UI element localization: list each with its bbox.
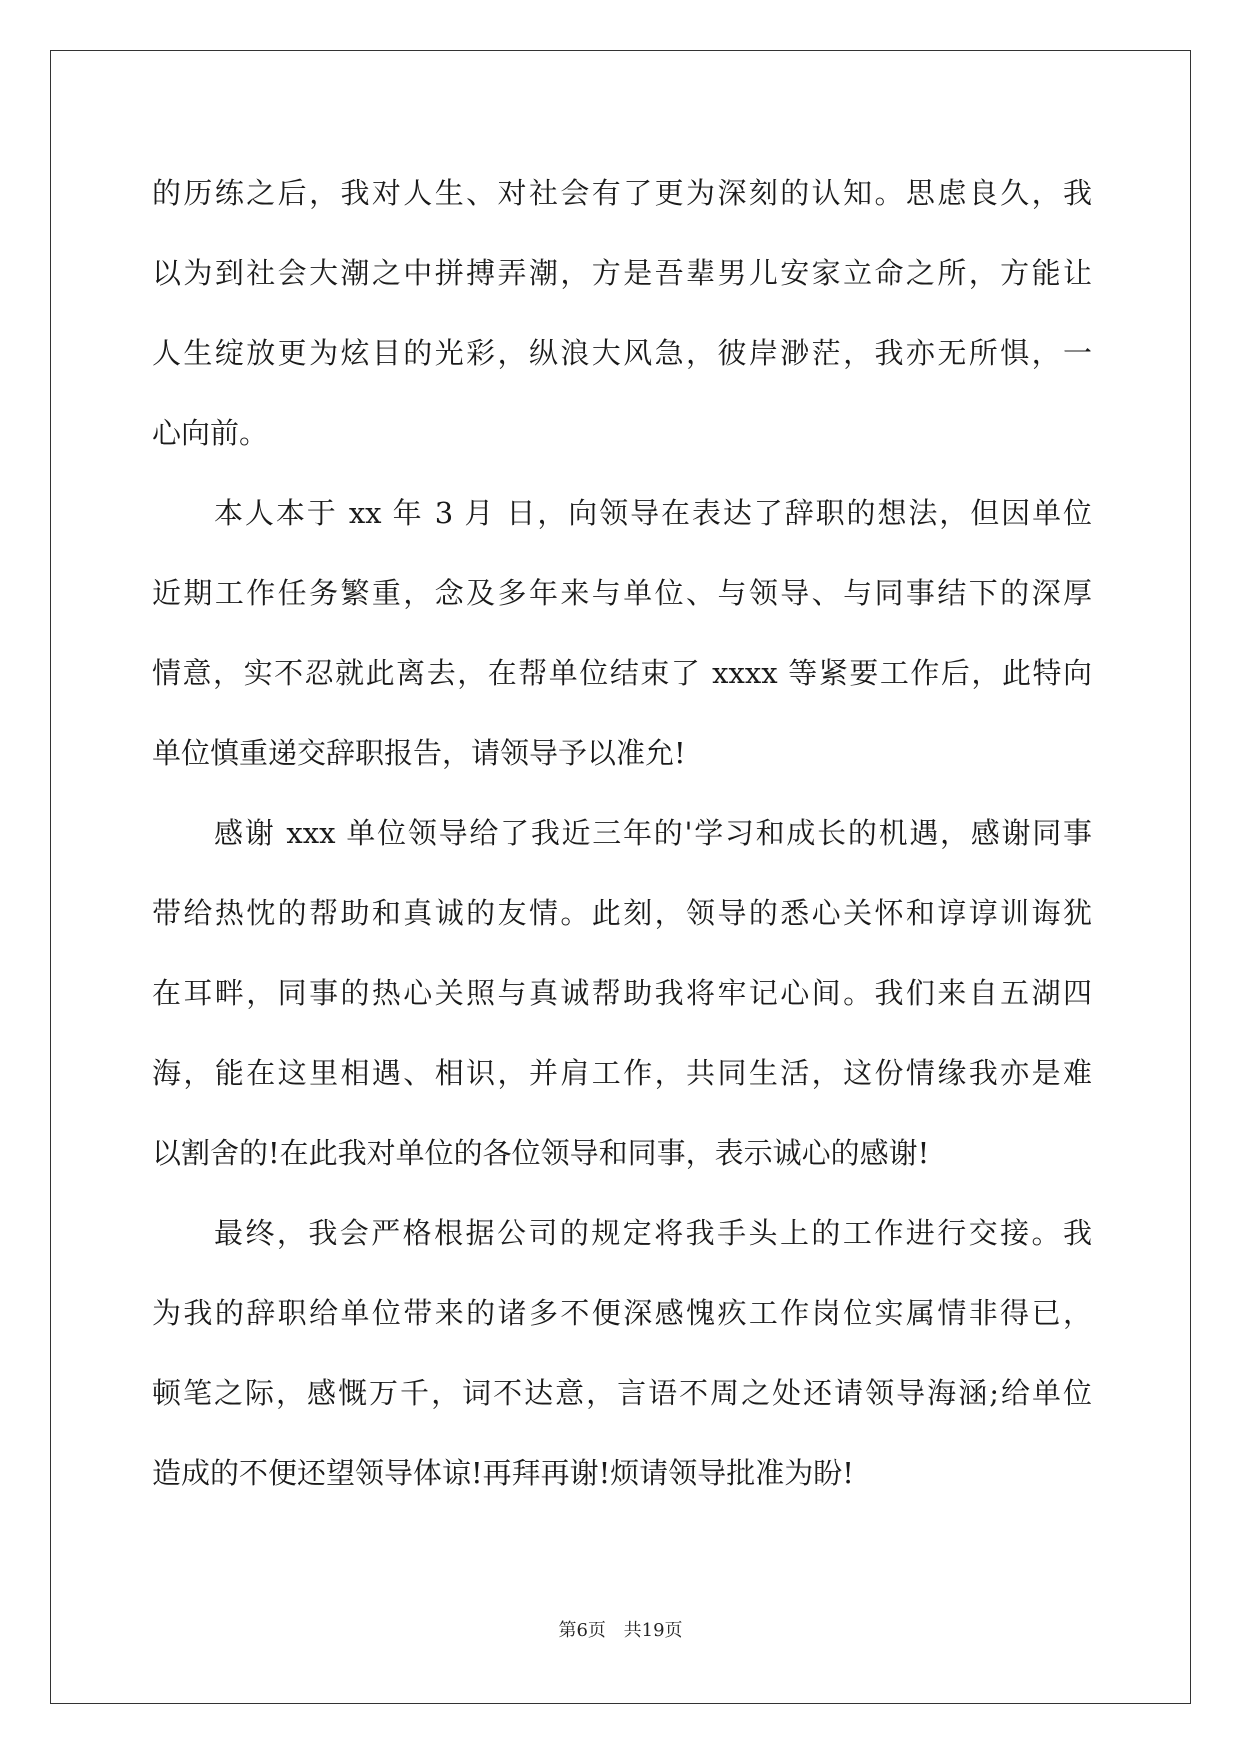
text-line: 心向前。: [152, 416, 269, 450]
page-total: 共19页: [623, 1620, 683, 1641]
text-line: 情意，实不忍就此离去，在帮单位结束了 xxxx 等紧要工作后，此特向: [152, 656, 1092, 690]
text-line: 以割舍的!在此我对单位的各位领导和同事，表示诚心的感谢!: [152, 1136, 930, 1170]
page-footer: [0, 1616, 1241, 1642]
text-line: 海，能在这里相遇、相识，并肩工作，共同生活，这份情缘我亦是难: [152, 1056, 1092, 1090]
paragraph-first-line: 最终，我会严格根据公司的规定将我手头上的工作进行交接。我: [214, 1216, 1092, 1250]
text-line: 顿笔之际，感慨万千，词不达意，言语不周之处还请领导海涵;给单位: [152, 1376, 1092, 1410]
document-body: [152, 164, 1092, 1524]
text-line: 带给热忱的帮助和真诚的友情。此刻，领导的悉心关怀和谆谆训诲犹: [152, 896, 1092, 930]
text-line: 的历练之后，我对人生、对社会有了更为深刻的认知。思虑良久，我: [152, 176, 1092, 210]
paragraph-first-line: 本人本于 xx 年 3 月 日，向领导在表达了辞职的想法，但因单位: [214, 496, 1092, 530]
text-line: 造成的不便还望领导体谅!再拜再谢!烦请领导批准为盼!: [152, 1456, 854, 1490]
text-line: 在耳畔，同事的热心关照与真诚帮助我将牢记心间。我们来自五湖四: [152, 976, 1092, 1010]
paragraph-first-line: 感谢 xxx 单位领导给了我近三年的'学习和成长的机遇，感谢同事: [214, 816, 1092, 850]
page-number: 第6页: [558, 1620, 606, 1641]
text-line: 近期工作任务繁重，念及多年来与单位、与领导、与同事结下的深厚: [152, 576, 1092, 610]
text-line: 人生绽放更为炫目的光彩，纵浪大风急，彼岸渺茫，我亦无所惧，一: [152, 336, 1092, 370]
text-line: 单位慎重递交辞职报告，请领导予以准允!: [152, 736, 686, 770]
text-line: 以为到社会大潮之中拼搏弄潮，方是吾辈男儿安家立命之所，方能让: [152, 256, 1092, 290]
text-line: 为我的辞职给单位带来的诸多不便深感愧疚工作岗位实属情非得已，: [152, 1296, 1092, 1330]
